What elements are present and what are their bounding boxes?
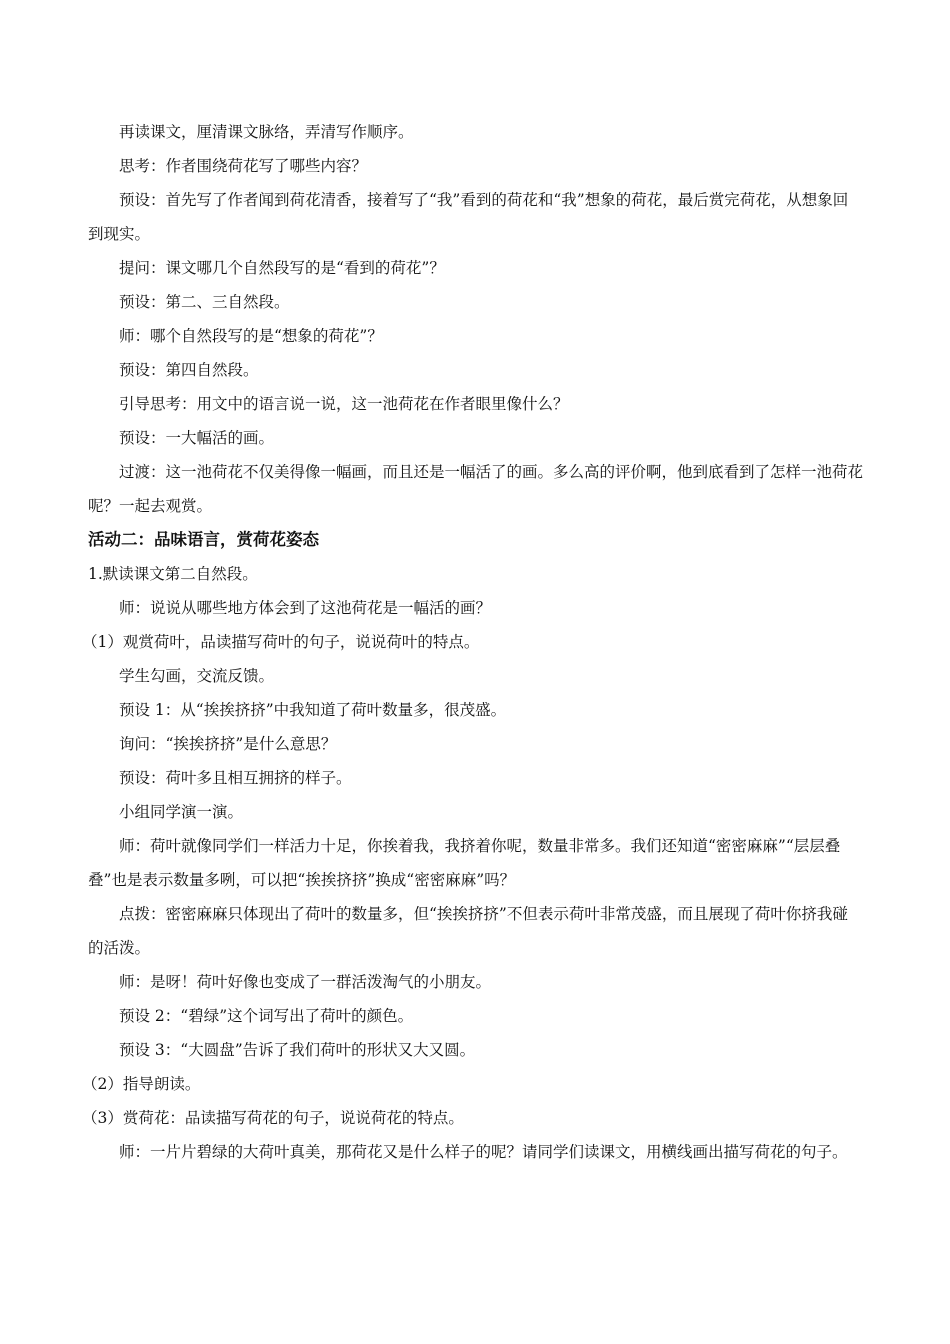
- paragraph: 预设：第二、三自然段。: [119, 293, 290, 311]
- numbered-item: 1.默读课文第二自然段。: [88, 565, 258, 583]
- paragraph: 师：说说从哪些地方体会到了这池荷花是一幅活的画？: [119, 599, 492, 617]
- paragraph: 师：一片片碧绿的大荷叶真美，那荷花又是什么样子的呢？请同学们读课文，用横线画出描写荷花的句子。: [119, 1143, 848, 1161]
- paragraph: 再读课文，厘清课文脉络，弄清写作顺序。: [119, 123, 414, 141]
- paragraph: 引导思考：用文中的语言说一说，这一池荷花在作者眼里像什么？: [119, 395, 569, 413]
- paragraph: 点拨：密密麻麻只体现出了荷叶的数量多，但“挨挨挤挤”不但表示荷叶非常茂盛，而且展现了荷叶你挤我碰的活泼。: [88, 905, 848, 957]
- paragraph: 过渡：这一池荷花不仅美得像一幅画，而且还是一幅活了的画。多么高的评价啊，他到底看到了怎样一池荷花呢？一起去观赏。: [88, 463, 864, 515]
- sub-item: （2）指导朗读。: [82, 1075, 201, 1093]
- paragraph: 学生勾画，交流反馈。: [119, 667, 275, 685]
- paragraph: 师：荷叶就像同学们一样活力十足，你挨着我，我挤着你呢，数量非常多。我们还知道“密密麻麻”“层层叠叠”也是表示数量多咧，可以把“挨挨挤挤”换成“密密麻麻”吗？: [88, 837, 841, 889]
- paragraph: 预设 2：“碧绿”这个词写出了荷叶的颜色。: [119, 1007, 414, 1025]
- document-body: [82, 115, 864, 1169]
- paragraph: 师：哪个自然段写的是“想象的荷花”？: [119, 327, 383, 345]
- section-heading: 活动二：品味语言，赏荷花姿态: [88, 530, 319, 549]
- paragraph: 小组同学演一演。: [119, 803, 244, 821]
- paragraph: 预设 3：“大圆盘”告诉了我们荷叶的形状又大又圆。: [119, 1041, 476, 1059]
- sub-item: （3）赏荷花：品读描写荷花的句子，说说荷花的特点。: [82, 1109, 464, 1127]
- paragraph: 思考：作者围绕荷花写了哪些内容？: [119, 157, 368, 175]
- sub-item: （1）观赏荷叶，品读描写荷叶的句子，说说荷叶的特点。: [82, 633, 480, 651]
- paragraph: 预设：首先写了作者闻到荷花清香，接着写了“我”看到的荷花和“我”想象的荷花，最后赏完荷花，从想象回到现实。: [88, 191, 849, 243]
- paragraph: 预设：荷叶多且相互拥挤的样子。: [119, 769, 352, 787]
- paragraph: 预设：一大幅活的画。: [119, 429, 275, 447]
- paragraph: 预设 1：从“挨挨挤挤”中我知道了荷叶数量多，很茂盛。: [119, 701, 507, 719]
- paragraph: 师：是呀！荷叶好像也变成了一群活泼淘气的小朋友。: [119, 973, 492, 991]
- paragraph: 提问：课文哪几个自然段写的是“看到的荷花”？: [119, 259, 445, 277]
- paragraph: 询问：“挨挨挤挤”是什么意思？: [119, 735, 337, 753]
- paragraph: 预设：第四自然段。: [119, 361, 259, 379]
